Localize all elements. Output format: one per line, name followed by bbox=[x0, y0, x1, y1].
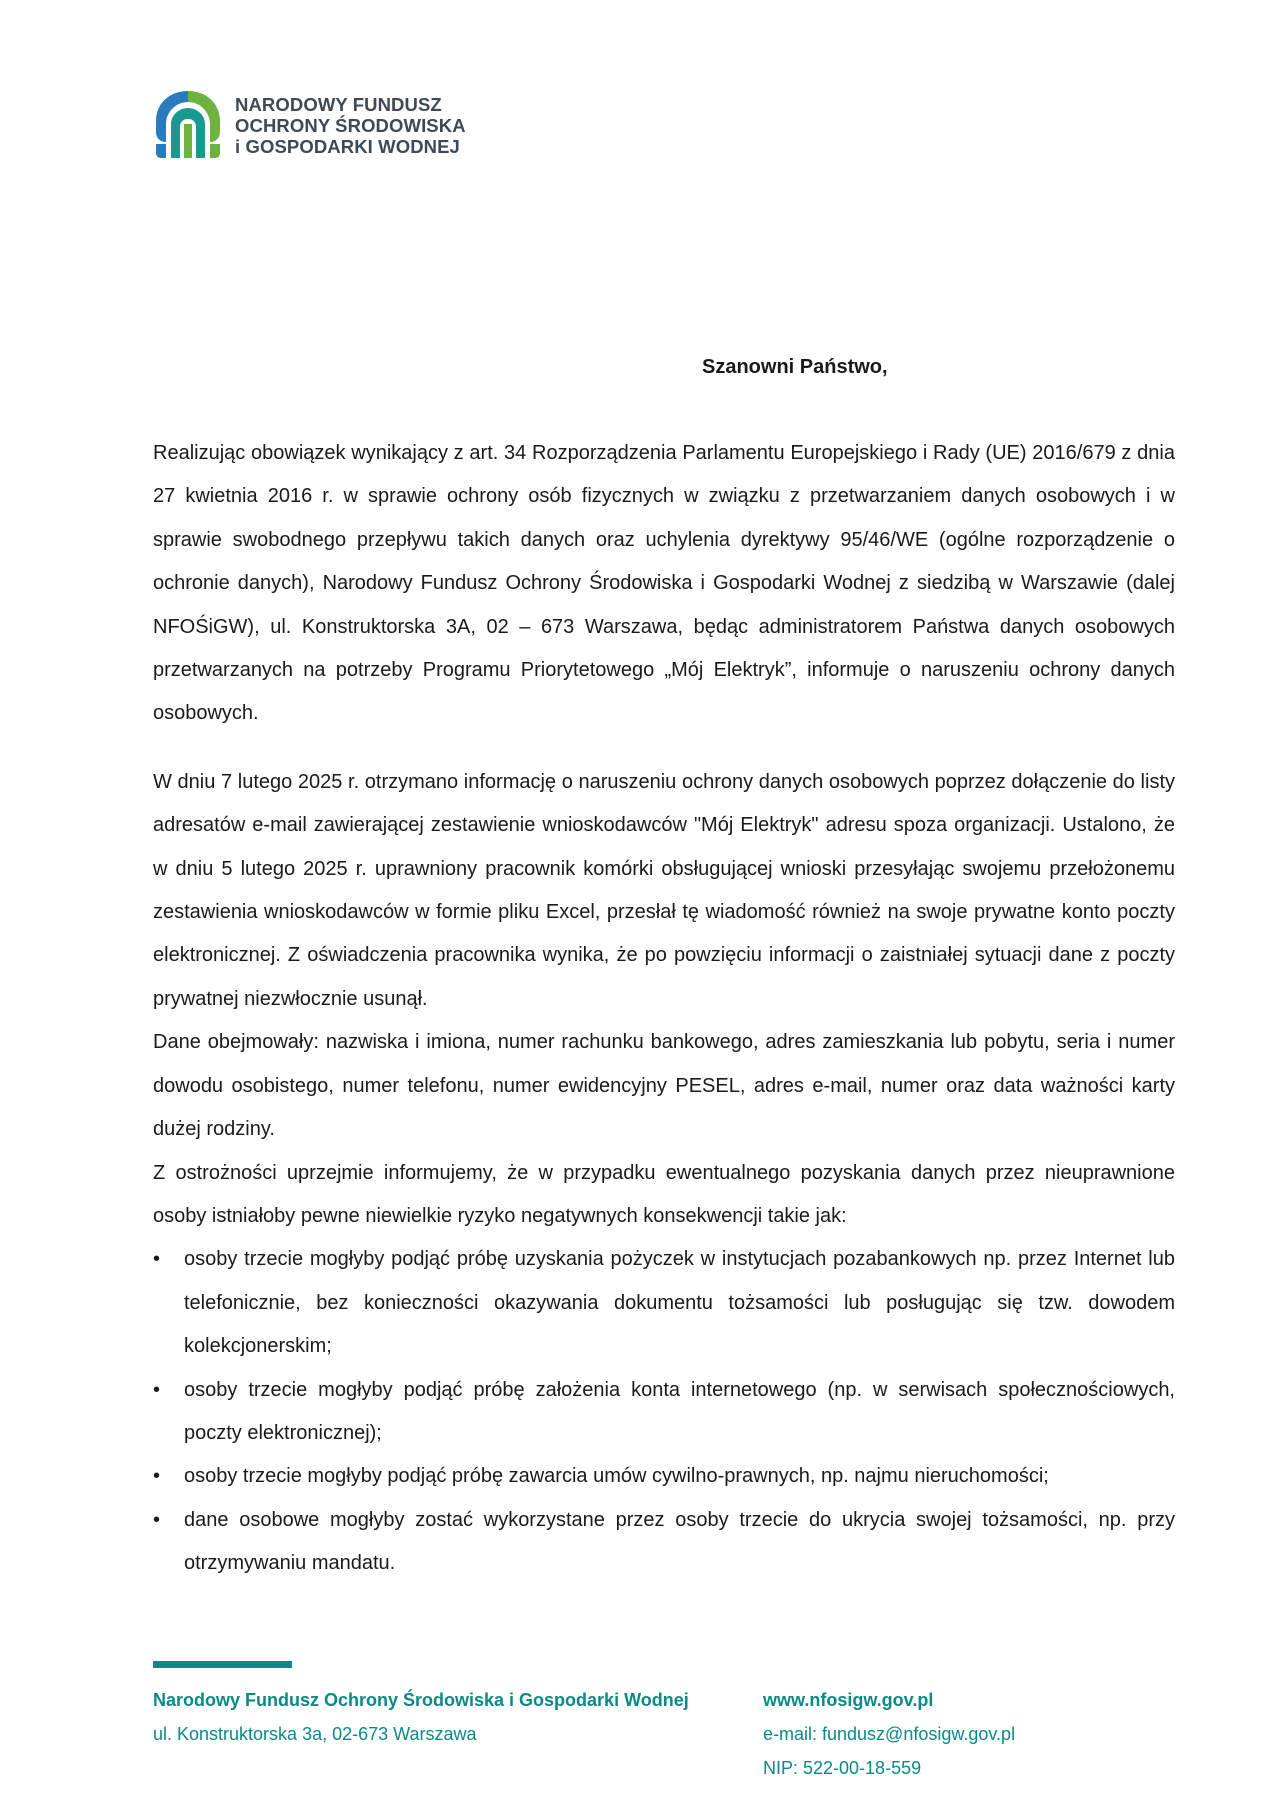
footer-contact-block bbox=[763, 1683, 1015, 1785]
salutation: Szanowni Państwo, bbox=[702, 356, 888, 378]
footer-email-link[interactable]: e-mail: fundusz@nfosigw.gov.pl bbox=[763, 1724, 1016, 1744]
nfosigw-logo-mark-icon bbox=[153, 88, 223, 160]
footer-address-block bbox=[153, 1683, 689, 1751]
nfosigw-logo bbox=[153, 88, 466, 160]
logo-line-1: NARODOWY FUNDUSZ bbox=[235, 94, 442, 115]
list-item: • dane osobowe mogłyby zostać wykorzystane przez osoby trzecie do ukrycia swojej tożsamości, np. przy otrzymywaniu mandatu. bbox=[153, 1499, 1175, 1586]
logo-line-2: OCHRONY ŚRODOWISKA bbox=[235, 115, 466, 136]
letter-body bbox=[153, 432, 1175, 1586]
footer-org-name: Narodowy Fundusz Ochrony Środowiska i Gospodarki Wodnej bbox=[153, 1690, 689, 1710]
footer-accent-rule bbox=[153, 1661, 292, 1668]
paragraph-intro: Realizując obowiązek wynikający z art. 34 Rozporządzenia Parlamentu Europejskiego i Rady (UE) 2016/679 z dnia 27 kwietnia 2016 r. w sprawie ochrony osób fizycznych w związku z przetwarzaniem danych osobowych i w sprawie swobodnego przepływu takich danych oraz uchylenia dyrektywy 95/46/WE (ogólne rozporządzenie o ochronie danych), Narodowy Fundusz Ochrony Środowiska i Gospodarki Wodnej z siedzibą w Warszawie (dalej NFOŚiGW), ul. Konstruktorska 3A, 02 – 673 Warszawa, będąc administratorem Państwa danych osobowych przetwarzanych na potrzeby Programu Priorytetowego „Mój Elektryk”, informuje o naruszeniu ochrony danych osobowych. bbox=[153, 442, 1175, 725]
paragraph-risk-intro: Z ostrożności uprzejmie informujemy, że w przypadku ewentualnego pozyskania danych przez nieuprawnione osoby istniałoby pewne niewielkie ryzyko negatywnych konsekwencji takie jak: bbox=[153, 1161, 1175, 1227]
footer-website-link[interactable]: www.nfosigw.gov.pl bbox=[763, 1690, 934, 1710]
logo-line-3: i GOSPODARKI WODNEJ bbox=[235, 136, 460, 157]
paragraph-incident: W dniu 7 lutego 2025 r. otrzymano informację o naruszeniu ochrony danych osobowych poprzez dołączenie do listy adresatów e-mail zawierającej zestawienie wnioskodawców "Mój Elektryk" adresu spoza organizacji. Ustalono, że w dniu 5 lutego 2025 r. uprawniony pracownik komórki obsługującej wnioski przesyłając swojemu przełożonemu zestawienia wnioskodawców w formie pliku Excel, przesłał tę wiadomość również na swoje prywatne konto poczty elektronicznej. Z oświadczenia pracownika wynika, że po powzięciu informacji o zaistniałej sytuacji dane z poczty prywatnej niezwłocznie usunął. bbox=[153, 770, 1175, 1010]
paragraph-data-scope: Dane obejmowały: nazwiska i imiona, numer rachunku bankowego, adres zamieszkania lub pobytu, seria i numer dowodu osobistego, numer telefonu, numer ewidencyjny PESEL, adres e-mail, numer oraz data ważności karty dużej rodziny. bbox=[153, 1031, 1175, 1141]
logo-wordmark bbox=[235, 94, 466, 157]
list-item: • osoby trzecie mogłyby podjąć próbę założenia konta internetowego (np. w serwisach społecznościowych, poczty elektronicznej); bbox=[153, 1369, 1175, 1456]
list-item: • osoby trzecie mogłyby podjąć próbę zawarcia umów cywilno-prawnych, np. najmu nieruchomości; bbox=[153, 1455, 1175, 1498]
footer-nip: NIP: 522-00-18-559 bbox=[763, 1758, 922, 1778]
footer-address: ul. Konstruktorska 3a, 02-673 Warszawa bbox=[153, 1724, 477, 1744]
list-item: • osoby trzecie mogłyby podjąć próbę uzyskania pożyczek w instytucjach pozabankowych np. przez Internet lub telefonicznie, bez konieczności okazywania dokumentu tożsamości lub posługując się tzw. dowodem kolekcjonerskim; bbox=[153, 1238, 1175, 1368]
risk-list bbox=[153, 1238, 1175, 1585]
